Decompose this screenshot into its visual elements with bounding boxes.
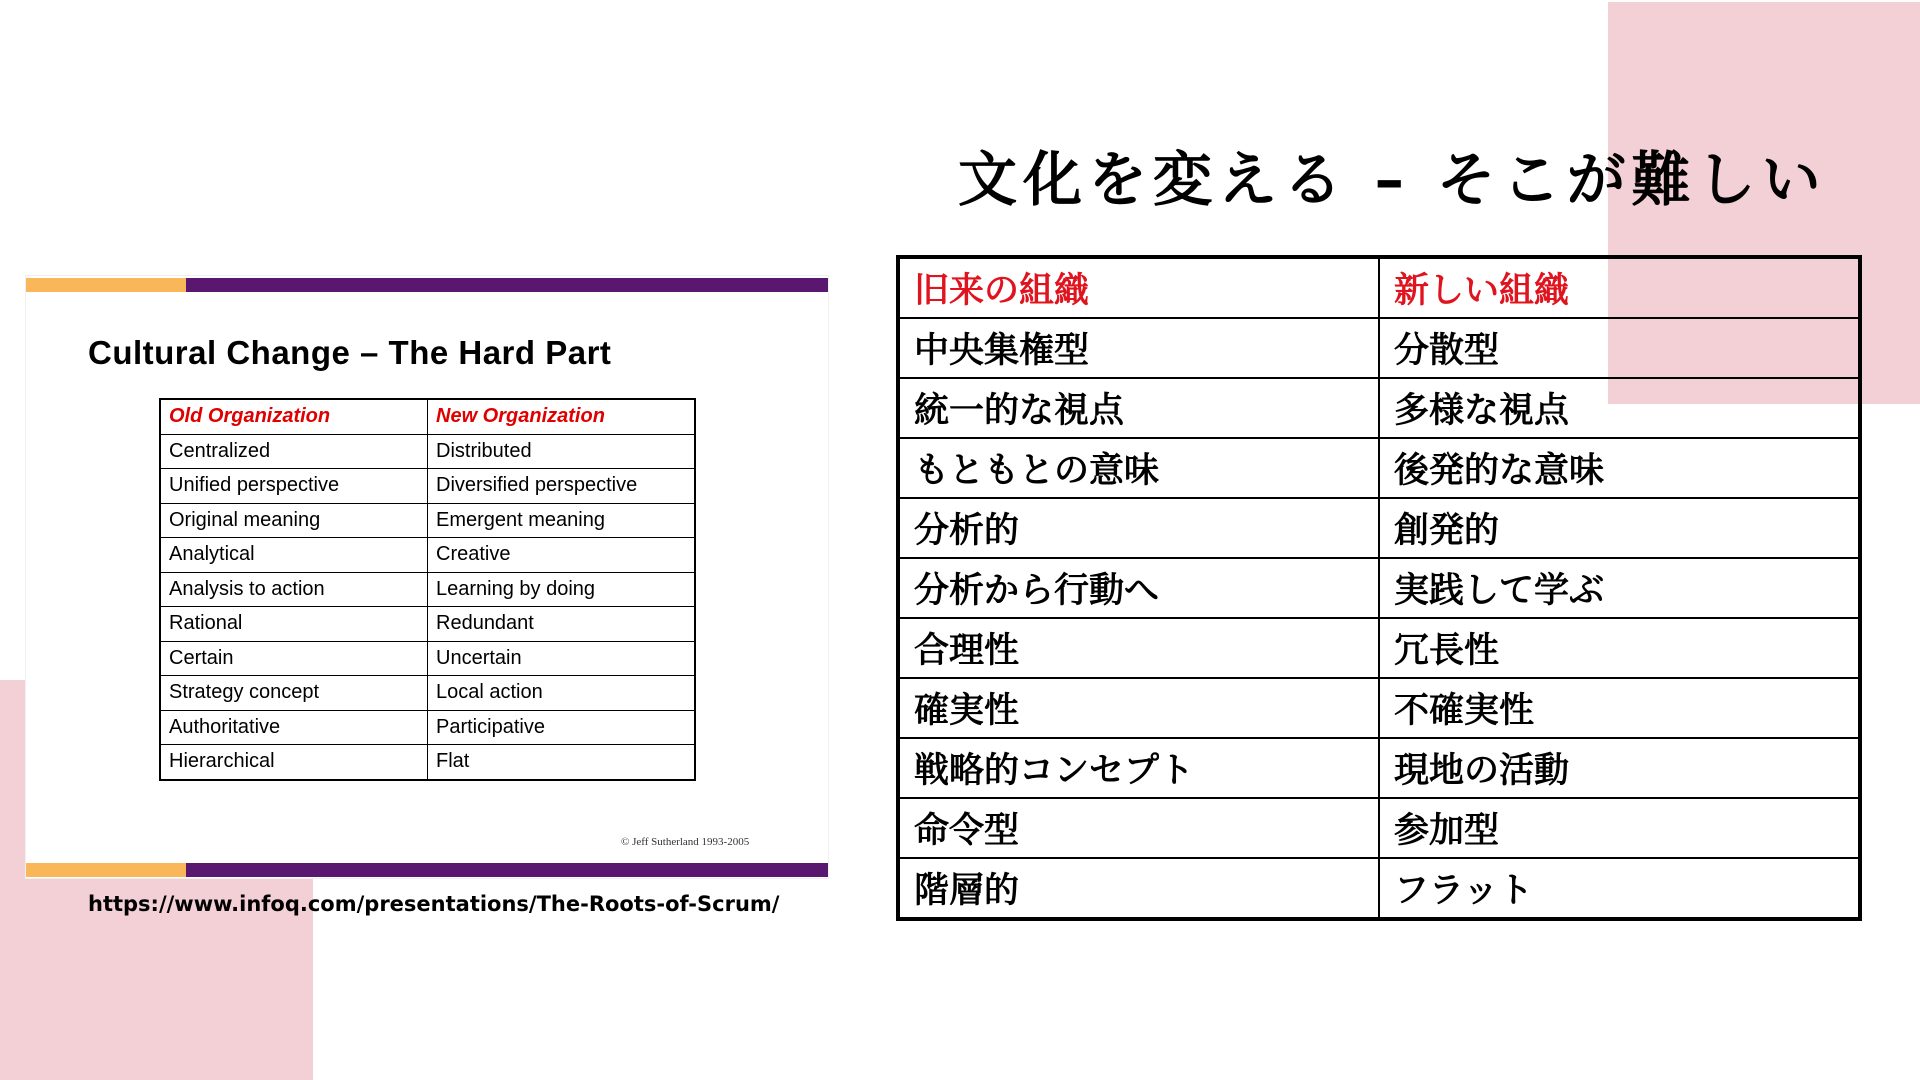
new-cell: Diversified perspective [428,469,696,504]
new-cell: Local action [428,676,696,711]
table-row [898,438,1860,498]
new-cell-jp: 創発的 [1379,498,1860,558]
new-cell-jp: 後発的な意味 [1379,438,1860,498]
orange-bar-segment [26,863,186,877]
top-color-bar [26,278,828,292]
new-cell-jp: 実践して学ぶ [1379,558,1860,618]
table-row [898,798,1860,858]
new-cell: Distributed [428,434,696,469]
table-row [160,676,695,711]
table-row [160,745,695,780]
purple-bar-segment [186,278,828,292]
new-cell-jp: 不確実性 [1379,678,1860,738]
new-cell-jp: 多様な視点 [1379,378,1860,438]
old-cell: Hierarchical [160,745,428,780]
header-old-organization-jp: 旧来の組織 [898,257,1379,318]
old-cell-jp: 分析から行動へ [898,558,1379,618]
embedded-slide-image [26,276,828,878]
purple-bar-segment [186,863,828,877]
new-cell: Participative [428,710,696,745]
source-url-link[interactable]: https://www.infoq.com/presentations/The-Roots-of-Scrum/ [88,892,780,916]
table-row [898,378,1860,438]
slide-title: 文化を変える – そこが難しい [958,145,1827,214]
old-cell-jp: もともとの意味 [898,438,1379,498]
table-row [898,858,1860,919]
new-cell-jp: 参加型 [1379,798,1860,858]
table-row [898,738,1860,798]
new-cell-jp: 分散型 [1379,318,1860,378]
table-row [898,318,1860,378]
table-row [160,641,695,676]
copyright-note: © Jeff Sutherland 1993-2005 [621,836,750,848]
table-row [898,558,1860,618]
old-cell-jp: 階層的 [898,858,1379,919]
new-cell: Flat [428,745,696,780]
header-new-organization-jp: 新しい組織 [1379,257,1860,318]
old-cell: Certain [160,641,428,676]
old-cell: Rational [160,607,428,642]
new-cell: Uncertain [428,641,696,676]
table-row [160,607,695,642]
old-cell-jp: 統一的な視点 [898,378,1379,438]
table-row [160,503,695,538]
header-old-organization: Old Organization [160,399,428,434]
new-cell-jp: 現地の活動 [1379,738,1860,798]
table-row [898,498,1860,558]
new-cell: Learning by doing [428,572,696,607]
english-comparison-table [159,398,696,781]
old-cell: Analytical [160,538,428,573]
new-cell: Emergent meaning [428,503,696,538]
old-cell: Original meaning [160,503,428,538]
new-cell-jp: フラット [1379,858,1860,919]
table-row [160,434,695,469]
old-cell-jp: 戦略的コンセプト [898,738,1379,798]
old-cell: Strategy concept [160,676,428,711]
table-row [898,618,1860,678]
old-cell: Authoritative [160,710,428,745]
new-cell: Creative [428,538,696,573]
new-cell-jp: 冗長性 [1379,618,1860,678]
japanese-comparison-table [896,255,1862,921]
old-cell-jp: 中央集権型 [898,318,1379,378]
table-header-row [160,399,695,434]
table-row [898,678,1860,738]
bottom-color-bar [26,863,828,877]
header-new-organization: New Organization [428,399,696,434]
table-row [160,469,695,504]
old-cell-jp: 命令型 [898,798,1379,858]
table-row [160,538,695,573]
table-row [160,710,695,745]
old-cell-jp: 確実性 [898,678,1379,738]
old-cell-jp: 分析的 [898,498,1379,558]
orange-bar-segment [26,278,186,292]
embedded-slide-title: Cultural Change – The Hard Part [88,334,612,371]
old-cell: Analysis to action [160,572,428,607]
old-cell: Centralized [160,434,428,469]
table-header-row [898,257,1860,318]
old-cell-jp: 合理性 [898,618,1379,678]
table-row [160,572,695,607]
new-cell: Redundant [428,607,696,642]
old-cell: Unified perspective [160,469,428,504]
